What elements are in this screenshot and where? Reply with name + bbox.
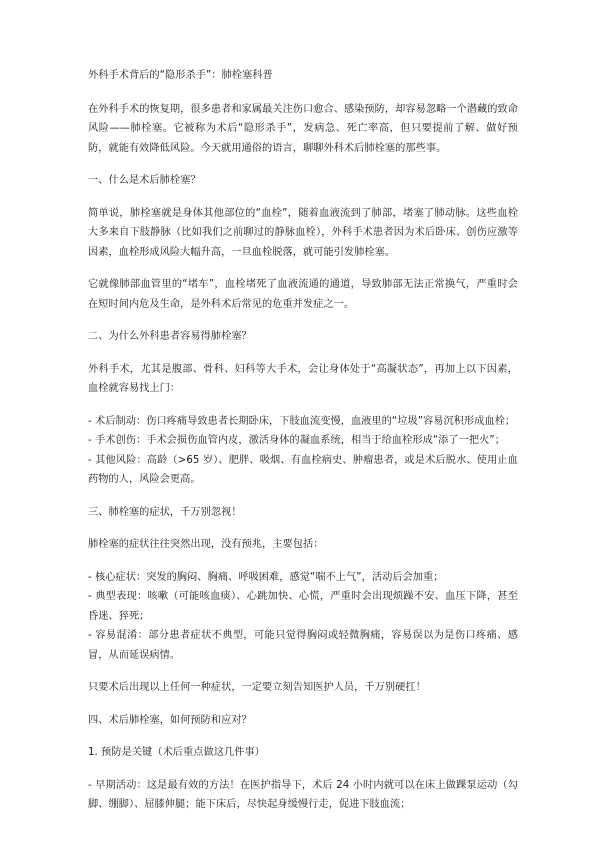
list-item: - 手术创伤：手术会损伤血管内皮，激活身体的凝血系统，相当于给血栓形成“添了一把火”； [88, 435, 505, 446]
section2-paragraph-1: 外科手术，尤其是腹部、骨科、妇科等大手术，会让身体处于“高凝状态”，再加上以下因素，血栓就容易找上门： [88, 363, 518, 394]
section2-heading: 二、为什么外科患者容易得肺栓塞？ [88, 331, 252, 342]
list-item: - 典型表现：咳嗽（可能咳血痰）、心跳加快、心慌，严重时会出现烦躁不安、血压下降，甚至昏迷、猝死； [88, 591, 518, 622]
section4-prevention-list [88, 776, 518, 815]
list-item: - 术后制动：伤口疼痛导致患者长期卧床，下肢血流变慢，血液里的“垃圾”容易沉积形成血栓； [88, 415, 516, 427]
section2-risk-list [88, 412, 518, 490]
list-item: - 容易混淆：部分患者症状不典型，可能只觉得胸闷或轻微胸痛，容易误以为是伤口疼痛、感冒，从而延误病情。 [88, 630, 518, 661]
section3-heading: 三、肺栓塞的症状，千万别忽视！ [88, 506, 242, 518]
section1-paragraph-1: 简单说，肺栓塞就是身体其他部位的“血栓”，随着血液流到了肺部，堵塞了肺动脉。这些血栓大多来自下肢静脉（比如我们之前聊过的静脉血栓），外科手术患者因为术后卧床、创伤应激等因素，血栓形成风险大幅升高，一旦血栓脱落，就可能引发肺栓塞。 [88, 207, 518, 258]
section3-paragraph-2: 只要术后出现以上任何一种症状，一定要立刻告知医护人员，千万别硬扛！ [88, 682, 426, 693]
intro-paragraph: 在外科手术的恢复期，很多患者和家属最关注伤口愈合、感染预防，却容易忽略一个潜藏的致命风险——肺栓塞。它被称为术后“隐形杀手”，发病急、死亡率高，但只要提前了解、做好预防，就能有效降低风险。今天就用通俗的语言，聊聊外科术后肺栓塞的那些事。 [88, 103, 518, 154]
section1-heading: 一、什么是术后肺栓塞？ [88, 175, 201, 186]
article-title: 外科手术背后的“隐形杀手”：肺栓塞科普 [88, 70, 273, 81]
section1-paragraph-2: 它就像肺部血管里的“堵车”，血栓堵死了血液流通的通道，导致肺部无法正常换气，严重时会在短时间内危及生命，是外科术后常见的危重并发症之一。 [88, 279, 518, 310]
section4-heading: 四、术后肺栓塞，如何预防和应对？ [88, 714, 252, 726]
section3-symptom-list [88, 568, 518, 666]
list-item: - 其他风险：高龄（>65 岁）、肥胖、吸烟、有血栓病史、肿瘤患者，或是术后脱水、使用止血药物的人，风险会更高。 [88, 454, 518, 485]
list-item: - 核心症状：突发的胸闷、胸痛、呼吸困难，感觉“喘不上气”，活动后会加重； [88, 571, 444, 583]
section4-subheading-1: 1. 预防是关键（术后重点做这几件事） [88, 747, 265, 758]
section3-paragraph-1: 肺栓塞的症状往往突然出现，没有预兆，主要包括： [88, 539, 324, 550]
list-item: - 早期活动：这是最有效的方法！在医护指导下，术后 24 小时内就可以在床上做踝泵运动（勾脚、绷脚）、屈膝伸腿；能下床后，尽快起身缓慢行走，促进下肢血流； [88, 779, 518, 810]
article [88, 66, 518, 828]
